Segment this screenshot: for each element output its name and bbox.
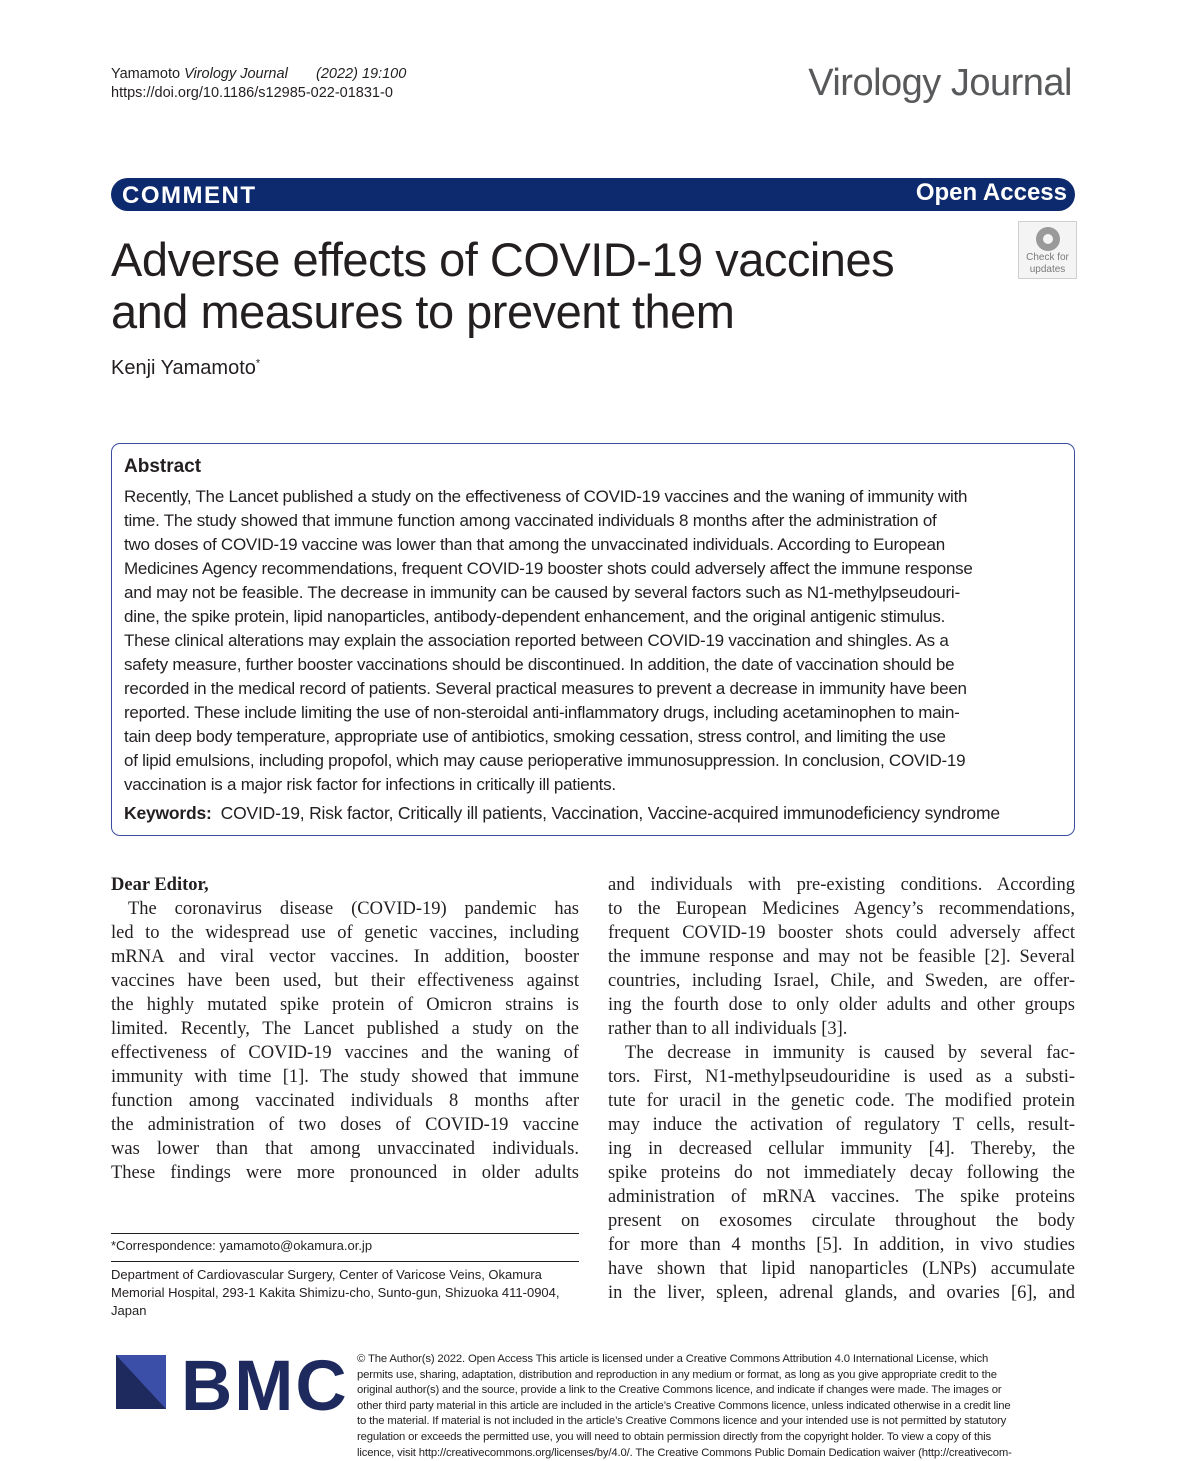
abstract-heading: Abstract bbox=[124, 456, 202, 477]
license-text bbox=[357, 1352, 1075, 1461]
body-column-right bbox=[608, 873, 1075, 1305]
body-line: The decrease in immunity is caused by several fac- bbox=[625, 1043, 1075, 1063]
body-line: administration of mRNA vaccines. The spike proteins bbox=[608, 1187, 1075, 1207]
title-line: and measures to prevent them bbox=[111, 285, 735, 338]
body-line: effectiveness of COVID-19 vaccines and the waning of bbox=[111, 1043, 579, 1063]
body-line: ing the fourth dose to only older adults and other groups bbox=[608, 995, 1075, 1015]
license-line: other third party material in this article are included in the article’s Creative Commons licence, unless indicated otherwise in a credit line bbox=[357, 1399, 1011, 1412]
body-line: to the European Medicines Agency’s recommendations, bbox=[608, 899, 1075, 919]
affiliation-note: Department of Cardiovascular Surgery, Center of Varicose Veins, Okamura Memorial Hospital, 293-1 Kakita Shimizu-cho, Sunto-gun, Shizuoka 411-0904, Japan bbox=[111, 1267, 560, 1318]
body-line: tors. First, N1-methylpseudouridine is used as a substi- bbox=[608, 1067, 1075, 1087]
body-line: the administration of two doses of COVID-19 vaccine bbox=[111, 1115, 579, 1135]
article-type-label: COMMENT bbox=[122, 182, 257, 209]
citation: (2022) 19:100 bbox=[316, 66, 407, 82]
body-line: These findings were more pronounced in older adults bbox=[111, 1163, 579, 1183]
body-line: rather than to all individuals [3]. bbox=[608, 1019, 848, 1039]
body-line: immunity with time [1]. The study showed that immune bbox=[111, 1067, 579, 1087]
abstract-line: recorded in the medical record of patients. Several practical measures to prevent a decrease in immunity have been bbox=[124, 679, 967, 698]
body-line: and individuals with pre-existing conditions. According bbox=[608, 875, 1075, 895]
citation-line bbox=[111, 65, 406, 84]
body-line: ing in decreased cellular immunity [4]. Thereby, the bbox=[608, 1139, 1075, 1159]
body-line: countries, including Israel, Chile, and Sweden, are offer- bbox=[608, 971, 1075, 991]
license-line: to the material. If material is not included in the article’s Creative Commons licence and your intended use is not permitted by statutory bbox=[357, 1415, 1007, 1428]
crossmark-icon bbox=[1036, 227, 1060, 251]
body-line: for more than 4 months [5]. In addition, in vivo studies bbox=[608, 1235, 1075, 1255]
body-line: led to the widespread use of genetic vaccines, including bbox=[111, 923, 579, 943]
salutation: Dear Editor, bbox=[111, 875, 209, 895]
body-line: mRNA and viral vector vaccines. In addition, booster bbox=[111, 947, 579, 967]
keywords-label: Keywords: bbox=[124, 803, 212, 823]
keywords-line bbox=[124, 803, 1000, 824]
keywords-list: COVID-19, Risk factor, Critically ill patients, Vaccination, Vaccine-acquired immunodeficiency syndrome bbox=[220, 803, 1000, 823]
check-updates-line2: updates bbox=[1029, 264, 1066, 275]
author-short: Yamamoto bbox=[111, 66, 181, 82]
open-access-label: Open Access bbox=[915, 179, 1067, 206]
body-line: vaccines have been used, but their effectiveness against bbox=[111, 971, 579, 991]
abstract-line: These clinical alterations may explain the association reported between COVID-19 vaccination and shingles. As a bbox=[124, 631, 949, 650]
license-line: © The Author(s) 2022. Open Access This article is licensed under a Creative Commons Attribution 4.0 International License, which bbox=[357, 1353, 989, 1365]
license-line: permits use, sharing, adaptation, distribution and reproduction in any medium or format, as long as you give appropriate credit to the bbox=[357, 1368, 997, 1381]
publisher-logo-text: BMC bbox=[181, 1347, 349, 1426]
body-line: function among vaccinated individuals 8 months after bbox=[111, 1091, 579, 1111]
abstract-line: Recently, The Lancet published a study on the effectiveness of COVID-19 vaccines and the waning of immunity with bbox=[124, 487, 968, 506]
article-title bbox=[111, 234, 971, 338]
abstract-line: of lipid emulsions, including propofol, which may cause perioperative immunosuppression. In conclusion, COVID-19 bbox=[124, 751, 966, 770]
body-line: have shown that lipid nanoparticles (LNPs) accumulate bbox=[608, 1259, 1075, 1279]
abstract-line: vaccination is a major risk factor for infections in critically ill patients. bbox=[124, 775, 616, 794]
body-line: spike proteins do not immediately decay following the bbox=[608, 1163, 1075, 1183]
corresponding-mark: * bbox=[255, 357, 261, 370]
license-line: original author(s) and the source, provide a link to the Creative Commons licence, and indicate if changes were made. The images or bbox=[357, 1384, 1002, 1397]
body-line: the highly mutated spike protein of Omicron strains is bbox=[111, 995, 579, 1015]
body-line: tute for uracil in the genetic code. The modified protein bbox=[608, 1091, 1075, 1111]
abstract-text bbox=[124, 485, 1062, 797]
footnote-divider bbox=[111, 1261, 579, 1262]
check-for-updates-button[interactable] bbox=[1018, 221, 1077, 279]
body-line: present on exosomes circulate throughout the body bbox=[608, 1211, 1075, 1231]
body-line: may induce the activation of regulatory T cells, result- bbox=[608, 1115, 1075, 1135]
footnote-divider bbox=[111, 1233, 579, 1234]
abstract-line: tain deep body temperature, appropriate use of antibiotics, smoking cessation, stress control, and limiting the use bbox=[124, 727, 946, 746]
abstract-line: safety measure, further booster vaccinations should be discontinued. In addition, the date of vaccination should be bbox=[124, 655, 955, 674]
doi-link[interactable]: https://doi.org/10.1186/s12985-022-01831-0 bbox=[111, 85, 393, 101]
body-line: in the liver, spleen, adrenal glands, and ovaries [6], and bbox=[608, 1283, 1075, 1303]
abstract-line: reported. These include limiting the use of non-steroidal anti-inflammatory drugs, including acetaminophen to main- bbox=[124, 703, 960, 722]
correspondence-note[interactable]: *Correspondence: yamamoto@okamura.or.jp bbox=[111, 1238, 373, 1253]
body-line: the immune response and may not be feasible [2]. Several bbox=[608, 947, 1075, 967]
abstract-line: dine, the spike protein, lipid nanoparticles, antibody-dependent enhancement, and the original antigenic stimulus. bbox=[124, 607, 946, 626]
license-line: regulation or exceeds the permitted use, you will need to obtain permission directly from the copyright holder. To view a copy of this bbox=[357, 1430, 992, 1443]
body-line: limited. Recently, The Lancet published a study on the bbox=[111, 1019, 579, 1039]
body-line: frequent COVID-19 booster shots could adversely affect bbox=[608, 923, 1075, 943]
body-line: The coronavirus disease (COVID-19) pandemic has bbox=[128, 899, 579, 919]
abstract-line: time. The study showed that immune function among vaccinated individuals 8 months after the administration of bbox=[124, 511, 937, 530]
running-header bbox=[111, 65, 406, 103]
abstract-line: and may not be feasible. The decrease in immunity can be caused by several factors such as N1-methylpseudouri- bbox=[124, 583, 960, 602]
body-column-left bbox=[111, 873, 579, 1185]
license-line[interactable]: licence, visit http://creativecommons.org/licenses/by/4.0/. The Creative Commons Public Domain Dedication waiver (http://creativecom- bbox=[357, 1446, 1012, 1459]
journal-italic: Virology Journal bbox=[184, 66, 288, 82]
author-line bbox=[111, 357, 260, 380]
title-line: Adverse effects of COVID-19 vaccines bbox=[111, 233, 895, 286]
abstract-line: two doses of COVID-19 vaccine was lower than that among the unvaccinated individuals. According to European bbox=[124, 535, 945, 554]
body-line: was lower than that among unvaccinated individuals. bbox=[111, 1139, 579, 1159]
author-name[interactable]: Kenji Yamamoto bbox=[111, 357, 256, 379]
check-updates-line1: Check for bbox=[1026, 252, 1069, 263]
abstract-line: Medicines Agency recommendations, frequent COVID-19 booster shots could adversely affect the immune response bbox=[124, 559, 973, 578]
journal-name: Virology Journal bbox=[808, 62, 1072, 104]
